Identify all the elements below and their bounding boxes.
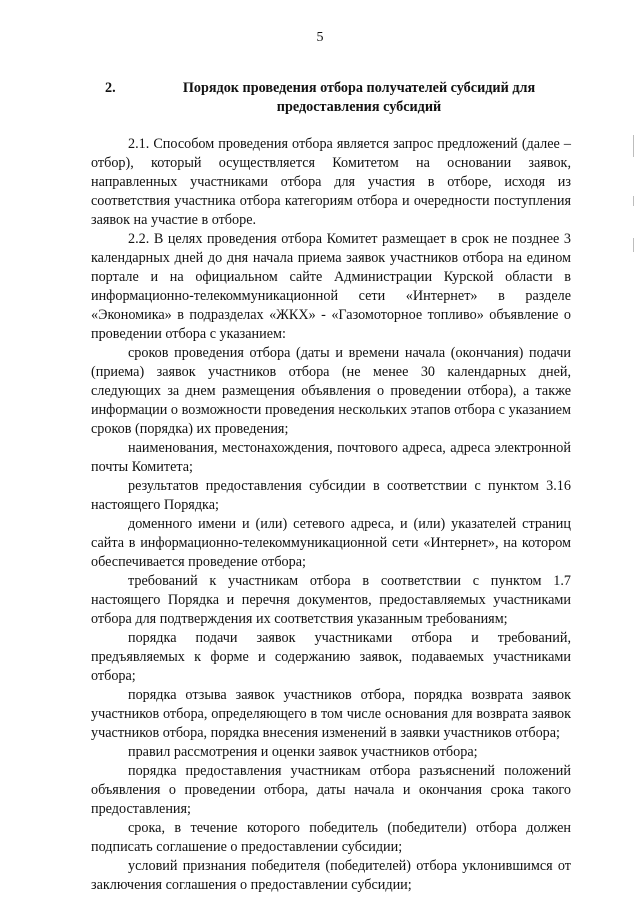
section-number: 2.: [105, 80, 116, 96]
paragraph-2-1: 2.1. Способом проведения отбора является запрос предложений (далее – отбор), который осуществляется Комитетом на основании заявок, направленных участниками отбора для участия в отборе, исходя из соответствия участника отбора категориям отбора и очередности поступления заявок на участие в отборе.: [91, 136, 571, 228]
section-heading: [91, 79, 571, 117]
scan-edge-mark: [633, 196, 634, 206]
list-item-withdrawal-order: порядка отзыва заявок участников отбора, порядка возврата заявок участников отбора, определяющего в том числе основания для возврата заявок участников отбора, порядка внесения изменений в заявки участников отбора;: [91, 687, 571, 741]
section-title: Порядок проведения отбора получателей субсидий для предоставления субсидий: [182, 80, 536, 115]
list-item-evaluation-rules: правил рассмотрения и оценки заявок участников отбора;: [128, 744, 478, 760]
list-item-submission-order: порядка подачи заявок участниками отбора и требований, предъявляемых к форме и содержанию заявок, подаваемых участниками отбора;: [91, 630, 571, 684]
list-item-results: результатов предоставления субсидии в соответствии с пунктом 3.16 настоящего Порядка;: [91, 478, 571, 513]
list-item-evasion-conditions: условий признания победителя (победителей) отбора уклонившимся от заключения соглашения о предоставлении субсидии;: [91, 858, 571, 893]
list-item-committee-address: наименования, местонахождения, почтового адреса, адреса электронной почты Комитета;: [91, 440, 571, 475]
list-item-signing-deadline: срока, в течение которого победитель (победители) отбора должен подписать соглашение о предоставлении субсидии;: [91, 820, 571, 855]
list-item-requirements: требований к участникам отбора в соответствии с пунктом 1.7 настоящего Порядка и перечня документов, предоставляемых участниками отбора для подтверждения их соответствия указанным требованиям;: [91, 573, 571, 627]
list-item-clarifications: порядка предоставления участникам отбора разъяснений положений объявления о проведении отбора, даты начала и окончания срока такого предоставления;: [91, 763, 571, 817]
scan-edge-mark: [633, 238, 634, 252]
document-body: [91, 79, 571, 895]
page-number: 5: [316, 30, 324, 45]
list-item-deadlines: сроков проведения отбора (даты и времени начала (окончания) подачи (приема) заявок участников отбора (не менее 30 календарных дней, следующих за днем размещения объявления о проведении отбора), а также информации о возможности проведения нескольких этапов отбора с указанием сроков (порядка) их проведения;: [91, 345, 571, 437]
paragraph-2-2: 2.2. В целях проведения отбора Комитет размещает в срок не позднее 3 календарных дней до дня начала приема заявок участников отбора на едином портале и на официальном сайте Администрации Курской области в информационно-телекоммуникационной сети «Интернет» в разделе «Экономика» в подразделах «ЖКХ» - «Газомоторное топливо» объявление о проведении отбора с указанием:: [91, 231, 571, 342]
list-item-website: доменного имени и (или) сетевого адреса, и (или) указателей страниц сайта в информационно-телекоммуникационной сети «Интернет», на котором обеспечивается проведение отбора;: [91, 516, 571, 570]
scan-edge-mark: [633, 135, 634, 157]
